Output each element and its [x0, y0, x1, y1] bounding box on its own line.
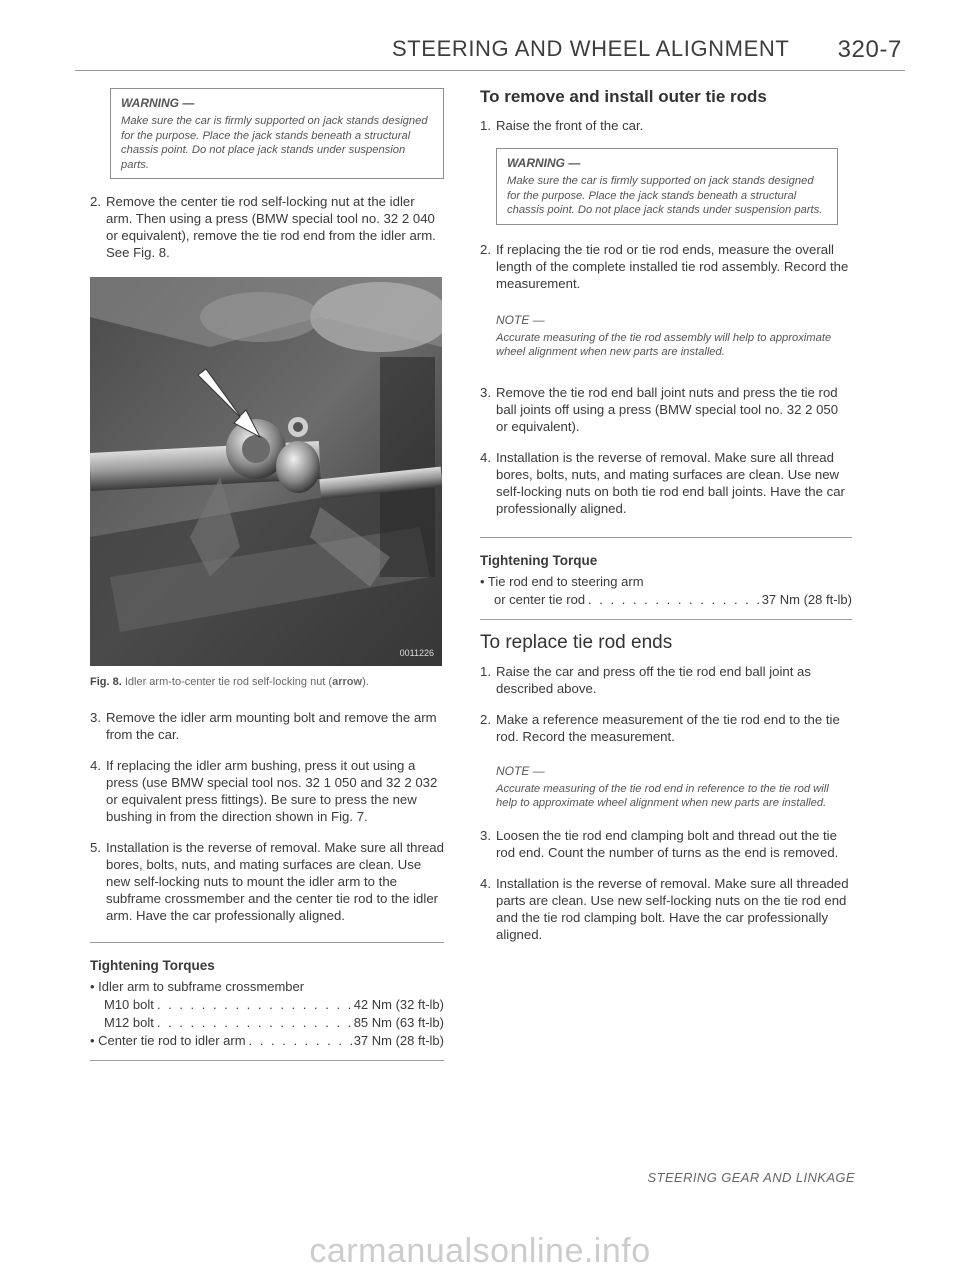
step-text: Make a reference measurement of the tie rod end to the tie rod. Record the measurement.: [496, 711, 840, 744]
step-number: 5.: [90, 840, 101, 855]
torque-title: Tightening Torque: [480, 552, 598, 568]
torque-line: [90, 978, 444, 996]
figure-caption: [90, 674, 444, 691]
note-title: NOTE —: [496, 763, 545, 778]
figure-label: Fig. 8.: [90, 676, 122, 688]
torque-title: Tightening Torques: [90, 958, 215, 973]
page-header: [392, 32, 902, 68]
torque-value: 37 Nm (28 ft-lb): [761, 591, 852, 607]
torque-line-text: • Tie rod end to steering arm: [480, 573, 644, 589]
caption-end: ).: [362, 676, 369, 688]
leader-dots: [585, 591, 762, 609]
step-1: [480, 663, 852, 697]
warning-box: [496, 148, 838, 225]
torque-row-m10: [90, 996, 444, 1014]
step-3: [90, 709, 444, 743]
step-text: Raise the front of the car.: [496, 118, 644, 133]
left-column: [90, 88, 444, 1075]
warning-text: Make sure the car is firmly supported on jack stands designed for the purpose. Place the jack stands beneath a structural chassis point. Do not place jack stands under suspension parts.: [121, 115, 428, 171]
torque-value: 42 Nm (32 ft-lb): [353, 997, 444, 1012]
torque-row-center: [90, 1032, 444, 1050]
site-watermark: carmanualsonline.info: [309, 1232, 651, 1270]
step-text: If replacing the idler arm bushing, press it out using a press (use BMW special tool nos. 32 1 050 and 32 2 032 or equivalent press fittings). Be sure to press the new bushing in from the direction shown in Fig. 7.: [106, 758, 438, 824]
torque-value: 85 Nm (63 ft-lb): [353, 1015, 444, 1030]
section-heading-outer-tie-rods: To remove and install outer tie rods: [480, 87, 767, 106]
note-text: Accurate measuring of the tie rod assembly will help to approximate wheel alignment when new parts are installed.: [496, 331, 832, 358]
step-text: If replacing the tie rod or tie rod ends, measure the overall length of the complete installed tie rod assembly. Record the measurement.: [496, 241, 849, 291]
page-footer: STEERING GEAR AND LINKAGE: [647, 1170, 855, 1185]
torque-line-text: • Idler arm to subframe crossmember: [90, 979, 305, 994]
step-text: Installation is the reverse of removal. Make sure all thread bores, bolts, nuts, and mating surfaces are clean. Use new self-locking nuts to mount the idler arm to the subframe crossmember and the center tie rod to the idler arm. Have the car professionally aligned.: [106, 840, 444, 923]
step-text: Remove the idler arm mounting bolt and remove the arm from the car.: [106, 710, 437, 742]
step-number: 3.: [90, 710, 101, 725]
step-text: Loosen the tie rod end clamping bolt and thread out the tie rod end. Count the number of turns as the end is removed.: [496, 827, 839, 860]
spec-rule-top: [480, 537, 852, 538]
page-number: 320-7: [837, 36, 902, 63]
step-number: 4.: [480, 449, 491, 465]
step-4: [480, 875, 852, 943]
tie-rod-photo: [90, 277, 442, 666]
leader-dots: [154, 996, 354, 1014]
torque-row-m12: [90, 1014, 444, 1032]
step-text: Remove the tie rod end ball joint nuts and press the tie rod ball joints off using a press (BMW special tool no. 32 2 050 or equivalent).: [496, 384, 839, 434]
step-number: 2.: [480, 711, 491, 727]
step-text: Installation is the reverse of removal. Make sure all thread bores, bolts, nuts, and mating surfaces are clean. Use new self-locking nuts on both tie rod end ball joints. Have the car professionally aligned.: [496, 449, 845, 516]
step-2: [480, 711, 852, 745]
step-1: [480, 117, 852, 134]
step-number: 2.: [480, 241, 491, 257]
step-number: 4.: [480, 875, 491, 891]
step-text: Installation is the reverse of removal. Make sure all threaded parts are clean. Use new self-locking nuts on the tie rod end and the tie rod clamping bolt. Have the car professionally aligned.: [496, 875, 849, 942]
caption-bold: arrow: [332, 676, 363, 688]
warning-title: WARNING —: [507, 156, 581, 170]
note-title: NOTE —: [496, 312, 545, 327]
step-number: 2.: [90, 194, 101, 209]
leader-dots: [154, 1014, 354, 1032]
step-3: [480, 384, 852, 435]
step-4: [90, 757, 444, 825]
warning-title: WARNING —: [121, 96, 195, 110]
warning-text: Make sure the car is firmly supported on jack stands designed for the purpose. Place the jack stands beneath a structural chassis point. Do not place jack stands under suspension parts.: [507, 175, 823, 216]
figure-8-photo: [90, 277, 442, 666]
step-text: Raise the car and press off the tie rod end ball joint as described above.: [496, 663, 811, 696]
step-text: Remove the center tie rod self-locking nut at the idler arm. Then using a press (BMW special tool no. 32 2 040 or equivalent), remove the tie rod end from the idler arm. See Fig. 8.: [106, 194, 436, 260]
step-number: 3.: [480, 384, 491, 400]
right-column: [480, 88, 852, 957]
torque-row-tie-rod: [480, 591, 852, 609]
torque-label: M10 bolt: [104, 997, 154, 1012]
torque-line: [480, 573, 852, 591]
step-2: [480, 241, 852, 292]
leader-dots: [246, 1032, 354, 1050]
step-number: 1.: [480, 118, 491, 133]
caption-text: Idler arm-to-center tie rod self-locking nut (: [124, 676, 333, 688]
torque-label: or center tie rod: [494, 591, 586, 607]
section-heading-tie-rod-ends: To replace tie rod ends: [480, 631, 673, 653]
spec-rule-bottom: [90, 1060, 444, 1061]
torque-label: M12 bolt: [104, 1015, 154, 1030]
spec-rule-bottom: [480, 619, 852, 620]
page-title: STEERING AND WHEEL ALIGNMENT: [392, 36, 790, 61]
step-2: [90, 193, 444, 261]
step-4: [480, 449, 852, 517]
step-number: 1.: [480, 663, 491, 679]
header-rule: [75, 70, 905, 71]
spec-rule-top: [90, 942, 444, 943]
step-3: [480, 827, 852, 861]
figure-number: 0011226: [399, 648, 434, 658]
torque-value: 37 Nm (28 ft-lb): [353, 1033, 444, 1048]
note-text: Accurate measuring of the tie rod end in reference to the tie rod will help to approximate wheel alignment when new parts are installed.: [496, 782, 829, 809]
step-5: [90, 839, 444, 924]
torque-label: • Center tie rod to idler arm: [90, 1033, 246, 1048]
warning-box: [110, 88, 444, 179]
step-number: 4.: [90, 758, 101, 773]
step-number: 3.: [480, 827, 491, 843]
